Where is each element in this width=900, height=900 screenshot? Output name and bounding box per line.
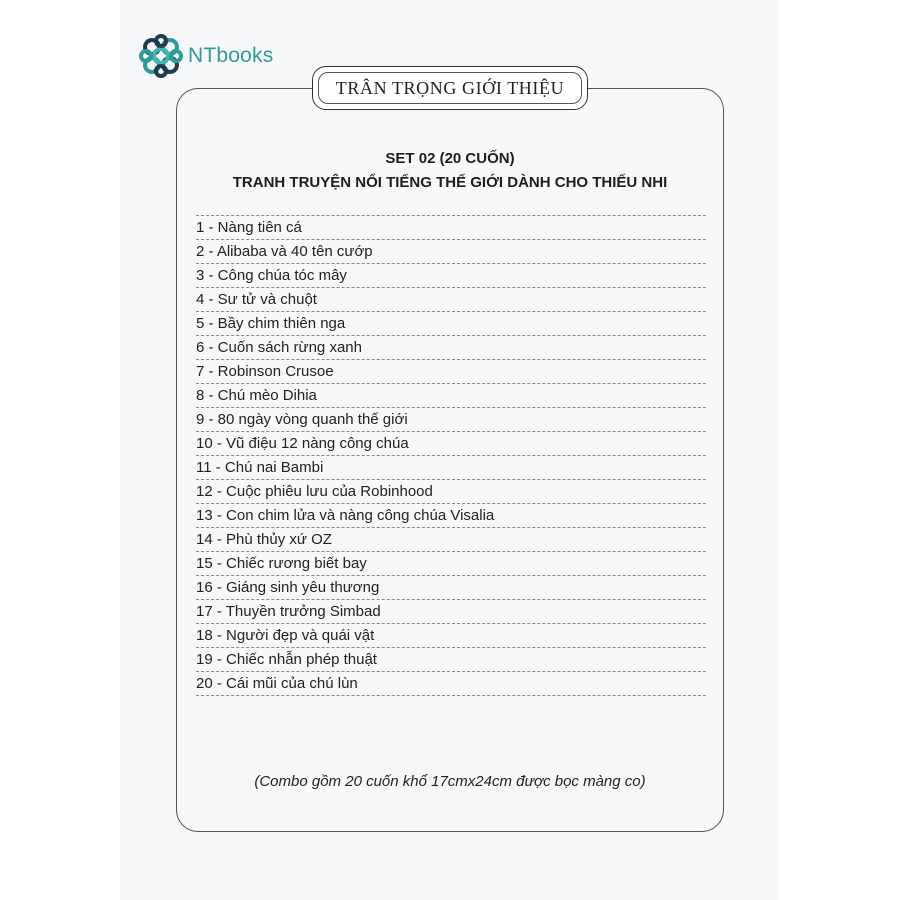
brand-logo	[138, 33, 273, 79]
list-item: 20 - Cái mũi của chú lùn	[196, 672, 706, 696]
list-item: 19 - Chiếc nhẫn phép thuật	[196, 648, 706, 672]
intro-banner	[312, 66, 588, 110]
list-item: 3 - Công chúa tóc mây	[196, 264, 706, 288]
list-item: 2 - Alibaba và 40 tên cướp	[196, 240, 706, 264]
set-subtitle: TRANH TRUYỆN NỔI TIẾNG THẾ GIỚI DÀNH CHO THIẾU NHI	[232, 174, 668, 191]
list-item: 13 - Con chim lửa và nàng công chúa Visalia	[196, 504, 706, 528]
list-item: 7 - Robinson Crusoe	[196, 360, 706, 384]
combo-note: (Combo gồm 20 cuốn khổ 17cmx24cm được bọc màng co)	[254, 773, 646, 790]
banner-label: TRÂN TRỌNG GIỚI THIỆU	[335, 77, 565, 98]
set-title: SET 02 (20 CUỐN)	[385, 150, 515, 167]
book-list	[196, 215, 706, 696]
list-item: 6 - Cuốn sách rừng xanh	[196, 336, 706, 360]
list-item: 4 - Sư tử và chuột	[196, 288, 706, 312]
list-item: 5 - Bầy chim thiên nga	[196, 312, 706, 336]
knot-logo-icon	[138, 33, 184, 79]
list-item: 17 - Thuyền trưởng Simbad	[196, 600, 706, 624]
list-item: 12 - Cuộc phiêu lưu của Robinhood	[196, 480, 706, 504]
list-item: 10 - Vũ điệu 12 nàng công chúa	[196, 432, 706, 456]
list-item: 15 - Chiếc rương biết bay	[196, 552, 706, 576]
list-item: 14 - Phù thủy xứ OZ	[196, 528, 706, 552]
list-item: 11 - Chú nai Bambi	[196, 456, 706, 480]
list-item: 18 - Người đẹp và quái vật	[196, 624, 706, 648]
list-item: 16 - Giáng sinh yêu thương	[196, 576, 706, 600]
brand-name: NTbooks	[188, 44, 274, 67]
list-item: 9 - 80 ngày vòng quanh thế giới	[196, 408, 706, 432]
list-item: 1 - Nàng tiên cá	[196, 216, 706, 240]
list-item: 8 - Chú mèo Dihia	[196, 384, 706, 408]
